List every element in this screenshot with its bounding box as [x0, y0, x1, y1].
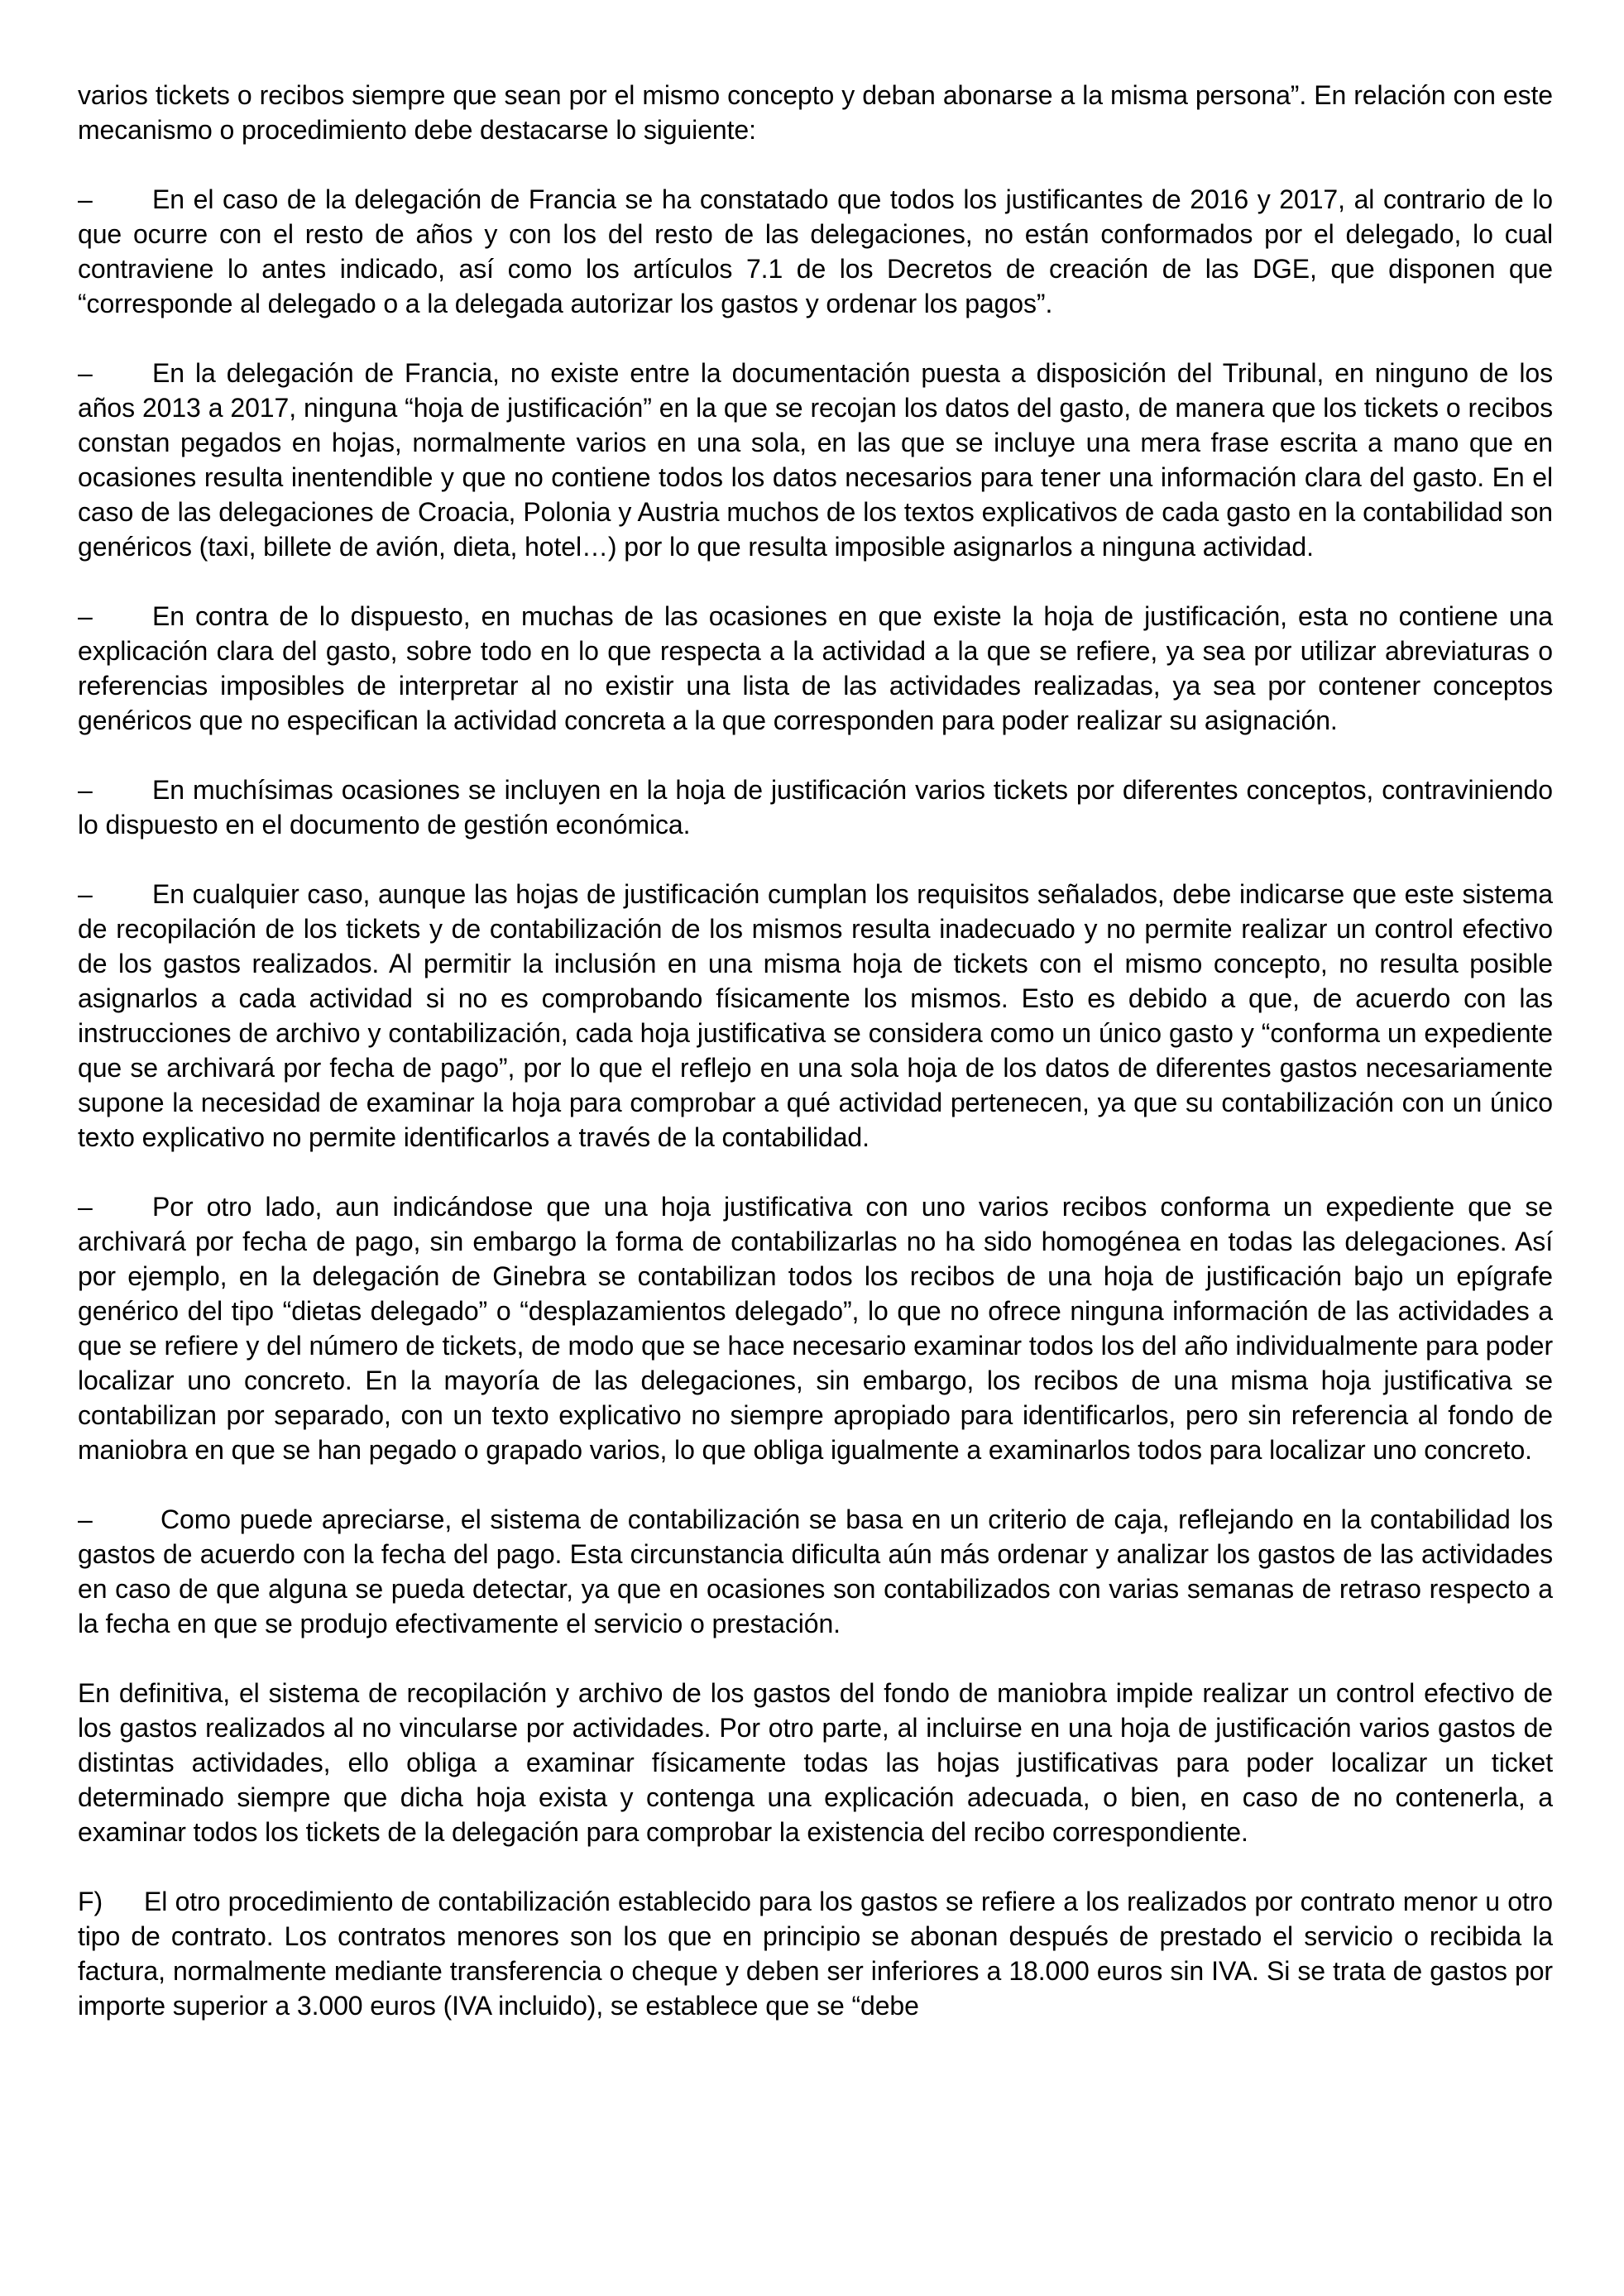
- bullet-item-1: [78, 182, 1553, 321]
- bullet-item-5: [78, 877, 1553, 1155]
- bullet-item-4: [78, 773, 1553, 842]
- bullet-text: Por otro lado, aun indicándose que una hoja justificativa con uno varios recibos conforma un expediente que se archivará por fecha de pago, sin embargo la forma de contabilizarlas no ha sido homogénea en todas las delegaciones. Así por ejemplo, en la delegación de Ginebra se contabilizan todos los recibos de una hoja de justificación bajo un epígrafe genérico del tipo “dietas delegado” o “desplazamientos delegado”, lo que no ofrece ninguna información de las actividades a que se refiere y del número de tickets, de modo que se hace necesario examinar todos los del año individualmente para poder localizar uno concreto. En la mayoría de las delegaciones, sin embargo, los recibos de una misma hoja justificativa se contabilizan por separado, con un texto explicativo no siempre apropiado para identificarlos, pero sin referencia al fondo de maniobra en que se han pegado o grapado varios, lo que obliga igualmente a examinarlos todos para localizar uno concreto.: [78, 1192, 1553, 1465]
- dash-bullet-icon: –: [78, 1192, 93, 1222]
- bullet-text: Como puede apreciarse, el sistema de contabilización se basa en un criterio de caja, reflejando en la contabilidad los gastos de acuerdo con la fecha del pago. Esta circunstancia dificulta aún más ordenar y analizar los gastos de las actividades en caso de que alguna se pueda detectar, ya que en ocasiones son contabilizados con varias semanas de retraso respecto a la fecha en que se produjo efectivamente el servicio o prestación.: [78, 1504, 1553, 1638]
- bullet-text: En la delegación de Francia, no existe entre la documentación puesta a disposición del Tribunal, en ninguno de los años 2013 a 2017, ninguna “hoja de justificación” en la que se recojan los datos del gasto, de manera que los tickets o recibos constan pegados en hojas, normalmente varios en una sola, en las que se incluye una mera frase escrita a mano que en ocasiones resulta inentendible y que no contiene todos los datos necesarios para tener una información clara del gasto. En el caso de las delegaciones de Croacia, Polonia y Austria muchos de los textos explicativos de cada gasto en la contabilidad son genéricos (taxi, billete de avión, dieta, hotel…) por lo que resulta imposible asignarlos a ninguna actividad.: [78, 358, 1553, 562]
- section-f-label: F): [78, 1887, 103, 1916]
- bullet-item-3: [78, 599, 1553, 738]
- bullet-item-6: [78, 1189, 1553, 1467]
- bullet-item-2: [78, 356, 1553, 564]
- bullet-text: En muchísimas ocasiones se incluyen en la hoja de justificación varios tickets por diferentes conceptos, contraviniendo lo dispuesto en el documento de gestión económica.: [78, 775, 1553, 839]
- bullet-text: En el caso de la delegación de Francia se ha constatado que todos los justificantes de 2016 y 2017, al contrario de lo que ocurre con el resto de años y con los del resto de las delegaciones, no están conformados por el delegado, lo cual contraviene lo antes indicado, así como los artículos 7.1 de los Decretos de creación de las DGE, que disponen que “corresponde al delegado o a la delegada autorizar los gastos y ordenar los pagos”.: [78, 184, 1553, 318]
- section-f-text: El otro procedimiento de contabilización establecido para los gastos se refiere a los realizados por contrato menor u otro tipo de contrato. Los contratos menores son los que en principio se abonan después de prestado el servicio o recibida la factura, normalmente mediante transferencia o cheque y deben ser inferiores a 18.000 euros sin IVA. Si se trata de gastos por importe superior a 3.000 euros (IVA incluido), se establece que se “debe: [78, 1887, 1553, 2021]
- dash-bullet-icon: –: [78, 358, 93, 388]
- bullet-text: En contra de lo dispuesto, en muchas de las ocasiones en que existe la hoja de justificación, esta no contiene una explicación clara del gasto, sobre todo en lo que respecta a la actividad a la que se refiere, ya sea por utilizar abreviaturas o referencias imposibles de interpretar al no existir una lista de las actividades realizadas, ya sea por contener conceptos genéricos que no especifican la actividad concreta a la que corresponden para poder realizar su asignación.: [78, 601, 1553, 735]
- conclusion-paragraph: En definitiva, el sistema de recopilación y archivo de los gastos del fondo de maniobra impide realizar un control efectivo de los gastos realizados al no vincularse por actividades. Por otro parte, al incluirse en una hoja de justificación varios gastos de distintas actividades, ello obliga a examinar físicamente todas las hojas justificativas para poder localizar un ticket determinado siempre que dicha hoja exista y contenga una explicación adecuada, o bien, en caso de no contenerla, a examinar todos los tickets de la delegación para comprobar la existencia del recibo correspondiente.: [78, 1678, 1553, 1847]
- bullet-text: En cualquier caso, aunque las hojas de justificación cumplan los requisitos señalados, debe indicarse que este sistema de recopilación de los tickets y de contabilización de los mismos resulta inadecuado y no permite realizar un control efectivo de los gastos realizados. Al permitir la inclusión en una misma hoja de tickets con el mismo concepto, no resulta posible asignarlos a cada actividad si no es comprobando físicamente los mismos. Esto es debido a que, de acuerdo con las instrucciones de archivo y contabilización, cada hoja justificativa se considera como un único gasto y “conforma un expediente que se archivará por fecha de pago”, por lo que el reflejo en una sola hoja de los datos de diferentes gastos necesariamente supone la necesidad de examinar la hoja para comprobar a qué actividad pertenecen, ya que su contabilización con un único texto explicativo no permite identificarlos a través de la contabilidad.: [78, 879, 1553, 1152]
- bullet-item-7: [78, 1502, 1553, 1641]
- dash-bullet-icon: –: [78, 601, 93, 631]
- dash-bullet-icon: –: [78, 1504, 93, 1534]
- dash-bullet-icon: –: [78, 775, 93, 805]
- dash-bullet-icon: –: [78, 879, 93, 909]
- opening-paragraph: varios tickets o recibos siempre que sean por el mismo concepto y deban abonarse a la misma persona”. En relación con este mecanismo o procedimiento debe destacarse lo siguiente:: [78, 80, 1553, 145]
- section-f-paragraph: [78, 1884, 1553, 2023]
- dash-bullet-icon: –: [78, 184, 93, 214]
